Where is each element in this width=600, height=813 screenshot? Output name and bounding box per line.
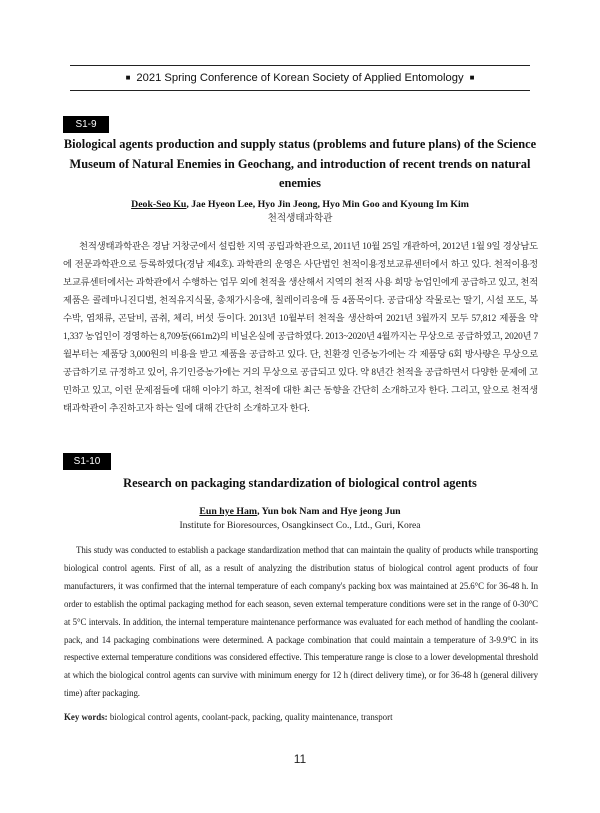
keywords — [64, 709, 538, 726]
author-list — [62, 505, 538, 519]
abstract-body: This study was conducted to establish a package standardization method that can maintain the quality of products while transporting biological control agents. First of all, as a result of analyzing the distribution status of biological control agent products of four manufacturers, it was confirmed that the internal temperature of each company's packing box was maintained at 25.6°C for 36-48 h. In order to establish the optimal packaging method for each season, seven external temperature conditions were set in the range of 0-30°C at 5°C intervals. In addition, the internal temperature maintenance performance was evaluated for each method of handling the coolant-pack, and 14 packaging combinations were determined. A package combination that could maintain a temperature of 3-9.9°C in its respective external temperature conditions was considered effective. This temperature range is close to a lower developmental threshold at which the biological control agents can survive with minimum energy for 12 h (direct delivery time), or for 36-48 h (general dilivery time) after packaging. — [64, 545, 538, 699]
abstract-title: Research on packaging standardization of biological control agents — [123, 476, 477, 490]
co-authors: , Yun bok Nam and Hye jeong Jun — [257, 506, 401, 517]
keywords-list: biological control agents, coolant-pack, packing, quality maintenance, transport — [109, 712, 393, 722]
conference-header — [70, 65, 530, 91]
conference-title: 2021 Spring Conference of Korean Society of Applied Entomology — [136, 72, 464, 84]
presenting-author: Eun hye Ham — [199, 506, 258, 517]
page-number: 11 — [293, 752, 307, 766]
abstract-title: Biological agents production and supply status (problems and future plans) of the Science Museum of Natural Enemies in Geochang, and introduction of recent trends on natural enemies — [63, 137, 537, 190]
affiliation: Institute for Bioresources, Osangkinsect Co., Ltd., Guri, Korea — [179, 520, 421, 531]
abstract-body: 천적생태과학관은 경남 거창군에서 설립한 지역 공립과학관으로, 2011년 10월 25일 개관하여, 2012년 1월 9일 경상남도에 전문과학관으로 등록하였다(경남 제4호). 과학관의 운영은 사단법인 천적이용정보교류센터에서 하고 있다. 천적이용정보교류센터에서는 과학관에서 수행하는 업무 외에 천적을 생산해서 지역의 천적 사용 희망 농업인에게 공급하고 있고, 천적 제품은 콜레마니진디벌, 천적유지식물, 총채가시응애, 칠레이리응애 등 4품목이다. 공급대상 작물로는 딸기, 시설 포도, 복수박, 엽채류, 곤달비, 곰취, 체리, 버섯 등이다. 2013년 10월부터 천적을 생산하여 2021년 3월까지 모두 57,812 제품을 약 1,337 농업인이 경영하는 8,709동(661m2)의 비닐온실에 공급하였다. 2013~2020년 4월까지는 무상으로 공급하였고, 2020년 7월부터는 제품당 3,000원의 비용을 받고 제품을 공급하고 있다. 단, 친환경 인증농가에는 각 제품당 6회 방사량은 무상으로 공급하기로 규정하고 있어, 유기인증농가에는 거의 무상으로 공급되고 있다. 약 8년간 천적을 공급하면서 다양한 문제에 고민하고 있고, 이런 문제점들에 대해 이야기 하고, 천적에 대한 최근 동향을 간단히 소개하고자 한다. 그리고, 앞으로 천적생태과학관이 추진하고자 하는 일에 대해 간단히 소개하고자 한다. — [63, 242, 538, 414]
square-bullet-icon: ■ — [469, 72, 475, 82]
affiliation: 천적생태과학관 — [267, 213, 333, 224]
keywords-label: Key words: — [64, 712, 108, 722]
square-bullet-icon: ■ — [125, 72, 131, 82]
presenting-author: Deok-Seo Ku — [131, 199, 187, 210]
session-tag: S1-10 — [63, 453, 111, 470]
author-list — [62, 198, 538, 212]
session-tag: S1-9 — [63, 116, 109, 133]
co-authors: , Jae Hyeon Lee, Hyo Jin Jeong, Hyo Min Goo and Kyoung Im Kim — [186, 199, 469, 210]
